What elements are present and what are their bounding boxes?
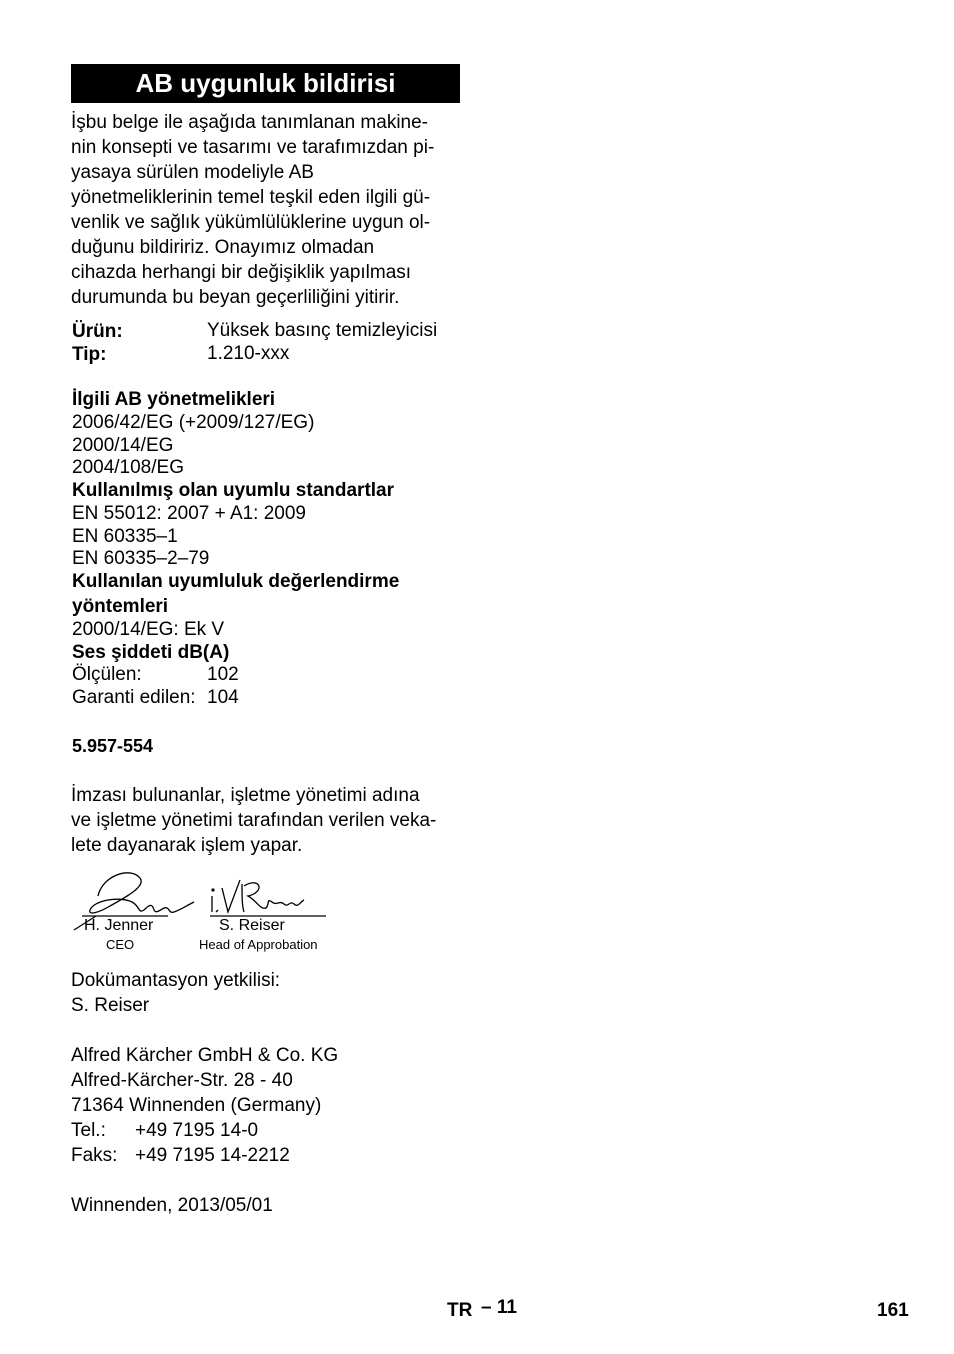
document-number: 5.957-554: [72, 736, 154, 756]
standard-item: EN 60335–2–79: [72, 548, 210, 569]
product-value: Yüksek basınç temizleyicisi: [207, 320, 438, 341]
intro-line: yasaya sürülen modeliyle AB: [71, 162, 314, 183]
directive-item: 2004/108/EG: [72, 457, 184, 478]
documentation-name: S. Reiser: [71, 995, 150, 1016]
documentation-label: Dokümantasyon yetkilisi:: [71, 970, 281, 991]
guaranteed-label: Garanti edilen:: [72, 687, 196, 708]
signatory-line: İmzası bulunanlar, işletme yönetimi adına: [71, 785, 420, 806]
intro-line: cihazda herhangi bir değişiklik yapılması: [71, 262, 412, 283]
page-number: 161: [877, 1300, 909, 1321]
standard-item: EN 55012: 2007 + A1: 2009: [72, 503, 307, 524]
page-title: AB uygunluk bildirisi: [71, 64, 460, 103]
conformity-heading-cont: yöntemleri: [72, 596, 169, 617]
type-value: 1.210-xxx: [207, 343, 290, 364]
measured-value: 102: [207, 664, 239, 685]
directives-heading: İlgili AB yönetmelikleri: [72, 389, 276, 410]
fax-value: +49 7195 14-2212: [135, 1145, 290, 1166]
intro-line: İşbu belge ile aşağıda tanımlanan makine-: [71, 112, 429, 133]
directive-item: 2006/42/EG (+2009/127/EG): [72, 412, 315, 433]
signer-name: H. Jenner: [84, 917, 154, 934]
standard-item: EN 60335–1: [72, 526, 178, 547]
company-name: Alfred Kärcher GmbH & Co. KG: [71, 1045, 339, 1066]
intro-line: duğunu bildiririz. Onayımız olmadan: [71, 237, 375, 258]
guaranteed-value: 104: [207, 687, 239, 708]
directive-item: 2000/14/EG: [72, 435, 174, 456]
place-date: Winnenden, 2013/05/01: [71, 1195, 273, 1216]
conformity-heading: Kullanılan uyumluluk değerlendirme: [72, 571, 400, 592]
intro-line: durumunda bu beyan geçerliliğini yitirir.: [71, 287, 400, 308]
measured-label: Ölçülen:: [72, 664, 142, 685]
company-city: 71364 Winnenden (Germany): [71, 1095, 322, 1116]
signer-role: CEO: [106, 937, 135, 952]
standards-heading: Kullanılmış olan uyumlu standartlar: [72, 480, 395, 501]
tel-label: Tel.:: [71, 1120, 106, 1141]
intro-line: venlik ve sağlık yükümlülüklerine uygun ol-: [71, 212, 431, 233]
intro-line: nin konsepti ve tasarımı ve tarafımızdan pi-: [71, 137, 435, 158]
signature-reiser: [210, 880, 326, 916]
fax-label: Faks:: [71, 1145, 118, 1166]
product-label: Ürün:: [72, 321, 123, 342]
signer-role: Head of Approbation: [199, 937, 318, 952]
footer-section: – 11: [481, 1297, 517, 1318]
type-label: Tip:: [72, 344, 107, 365]
conformity-value: 2000/14/EG: Ek V: [72, 619, 225, 640]
tel-value: +49 7195 14-0: [135, 1120, 259, 1141]
company-street: Alfred-Kärcher-Str. 28 - 40: [71, 1070, 293, 1091]
signatory-line: lete dayanarak işlem yapar.: [71, 835, 303, 856]
signatory-line: ve işletme yönetimi tarafından verilen veka-: [71, 810, 437, 831]
sound-heading: Ses şiddeti dB(A): [72, 642, 230, 663]
intro-line: yönetmeliklerinin temel teşkil eden ilgili gü-: [71, 187, 431, 208]
signer-name: S. Reiser: [219, 917, 285, 934]
footer-language: TR: [447, 1300, 473, 1321]
